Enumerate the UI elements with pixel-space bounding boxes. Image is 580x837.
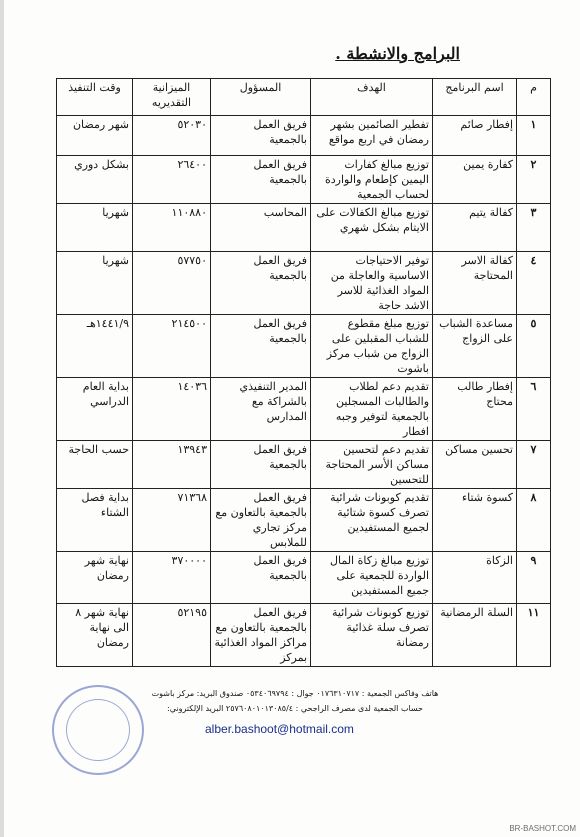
program-responsible: المدير التنفيذي بالشراكة مع المدارس: [211, 378, 311, 441]
table-row: [57, 441, 551, 489]
program-budget: ١٣٩٤٣: [133, 441, 211, 489]
program-budget: ٥٢٠٣٠: [133, 116, 211, 156]
program-goal: توزيع كوبونات شرائية تصرف سلة غذائية رمضانة: [311, 604, 433, 667]
table-row: [57, 552, 551, 604]
row-number: ٩: [517, 552, 551, 604]
program-name: مساعدة الشباب على الزواج: [433, 315, 517, 378]
header-goal: الهدف: [311, 79, 433, 116]
table-row: [57, 315, 551, 378]
program-budget: ٢٦٤٠٠: [133, 156, 211, 204]
header-budget: الميزانية التقديريه: [133, 79, 211, 116]
program-time: بداية العام الدراسي: [57, 378, 133, 441]
program-budget: ٥٧٧٥٠: [133, 252, 211, 315]
program-goal: توزيع مبلغ مقطوع للشباب المقبلين على الزواج من شباب مركز باشوت: [311, 315, 433, 378]
program-responsible: فريق العمل بالجمعية بالتعاون مع مراكز المواد الغذائية بمركز: [211, 604, 311, 667]
row-number: ٧: [517, 441, 551, 489]
row-number: ٢: [517, 156, 551, 204]
row-number: ١: [517, 116, 551, 156]
program-responsible: فريق العمل بالجمعية: [211, 116, 311, 156]
program-time: حسب الحاجة: [57, 441, 133, 489]
row-number: ٦: [517, 378, 551, 441]
program-goal: تقديم دعم لتحسين مساكن الأسر المحتاجة للتحسين: [311, 441, 433, 489]
program-goal: تفطير الصائمين بشهر رمضان في اربع مواقع: [311, 116, 433, 156]
footer-contact-line: هاتف وفاكس الجمعية : ٠١٧٦٣١٠٧١٧ جوال : ٠٥٣٤٠٦٩٧٩٤ صندوق البريد: مركز باشوت: [151, 689, 439, 698]
program-responsible: فريق العمل بالجمعية: [211, 315, 311, 378]
page-edge-shadow: [0, 0, 4, 837]
program-time: ١٤٤١/٩هـ: [57, 315, 133, 378]
program-budget: ٥٢١٩٥: [133, 604, 211, 667]
program-budget: ١٤٠٣٦: [133, 378, 211, 441]
program-budget: ٧١٣٦٨: [133, 489, 211, 552]
program-time: شهر رمضان: [57, 116, 133, 156]
program-responsible: فريق العمل بالجمعية: [211, 441, 311, 489]
table-row: [57, 378, 551, 441]
program-goal: توزيع مبالغ الكفالات على الايتام بشكل شهري: [311, 204, 433, 252]
row-number: ٣: [517, 204, 551, 252]
program-name: كسوة شتاء: [433, 489, 517, 552]
site-watermark: BR-BASHOT.COM: [509, 824, 576, 833]
table-row: [57, 489, 551, 552]
header-number: م: [517, 79, 551, 116]
program-budget: ٣٧٠٠٠٠: [133, 552, 211, 604]
table-row: [57, 116, 551, 156]
table-row: [57, 604, 551, 667]
program-responsible: فريق العمل بالجمعية: [211, 252, 311, 315]
program-name: السلة الرمضانية: [433, 604, 517, 667]
contact-email: alber.bashoot@hotmail.com: [205, 722, 354, 736]
program-time: بداية فصل الشتاء: [57, 489, 133, 552]
program-goal: تقديم دعم لطلاب والطالبات المسجلين بالجمعية لتوفير وجبه افطار: [311, 378, 433, 441]
programs-table: [56, 78, 551, 667]
program-budget: ٢١٤٥٠٠: [133, 315, 211, 378]
header-responsible: المسؤول: [211, 79, 311, 116]
program-budget: ١١٠٨٨٠: [133, 204, 211, 252]
row-number: ٤: [517, 252, 551, 315]
program-name: كفالة يتيم: [433, 204, 517, 252]
program-name: الزكاة: [433, 552, 517, 604]
program-goal: توفير الاحتياجات الاساسية والعاجلة من المواد الغذائية للاسر الاشد حاجة: [311, 252, 433, 315]
program-name: تحسين مساكن: [433, 441, 517, 489]
program-time: شهريا: [57, 204, 133, 252]
header-program-name: اسم البرنامج: [433, 79, 517, 116]
program-goal: توزيع مبالغ كفارات اليمين كإطعام والواردة لحساب الجمعية: [311, 156, 433, 204]
program-time: شهريا: [57, 252, 133, 315]
program-goal: توزيع مبالغ زكاة المال الواردة للجمعية على جميع المستفيدين: [311, 552, 433, 604]
program-time: نهاية شهر ٨ الى نهاية رمضان: [57, 604, 133, 667]
program-responsible: فريق العمل بالجمعية: [211, 156, 311, 204]
program-time: بشكل دوري: [57, 156, 133, 204]
program-goal: تقديم كوبونات شرائية تصرف كسوة شتائية لجميع المستفيدين: [311, 489, 433, 552]
table-header-row: [57, 79, 551, 116]
program-responsible: فريق العمل بالجمعية: [211, 552, 311, 604]
row-number: ١١: [517, 604, 551, 667]
row-number: ٨: [517, 489, 551, 552]
association-stamp: [52, 685, 144, 775]
program-responsible: المحاسب: [211, 204, 311, 252]
header-time: وقت التنفيذ: [57, 79, 133, 116]
program-time: نهاية شهر رمضان: [57, 552, 133, 604]
program-name: إفطار صائم: [433, 116, 517, 156]
footer-bank-line: حساب الجمعية لدى مصرف الراجحي : ٢٥٧٦٠٨٠١٠١٣٠٨٥/٤ البريد الإلكتروني:: [167, 704, 423, 713]
program-responsible: فريق العمل بالجمعية بالتعاون مع مركز تجاري للملابس: [211, 489, 311, 552]
row-number: ٥: [517, 315, 551, 378]
page-title: البرامج والانشطة .: [335, 44, 460, 63]
program-name: كفالة الاسر المحتاجة: [433, 252, 517, 315]
program-name: إفطار طالب محتاج: [433, 378, 517, 441]
program-name: كفارة يمين: [433, 156, 517, 204]
table-row: [57, 252, 551, 315]
table-row: [57, 204, 551, 252]
table-row: [57, 156, 551, 204]
